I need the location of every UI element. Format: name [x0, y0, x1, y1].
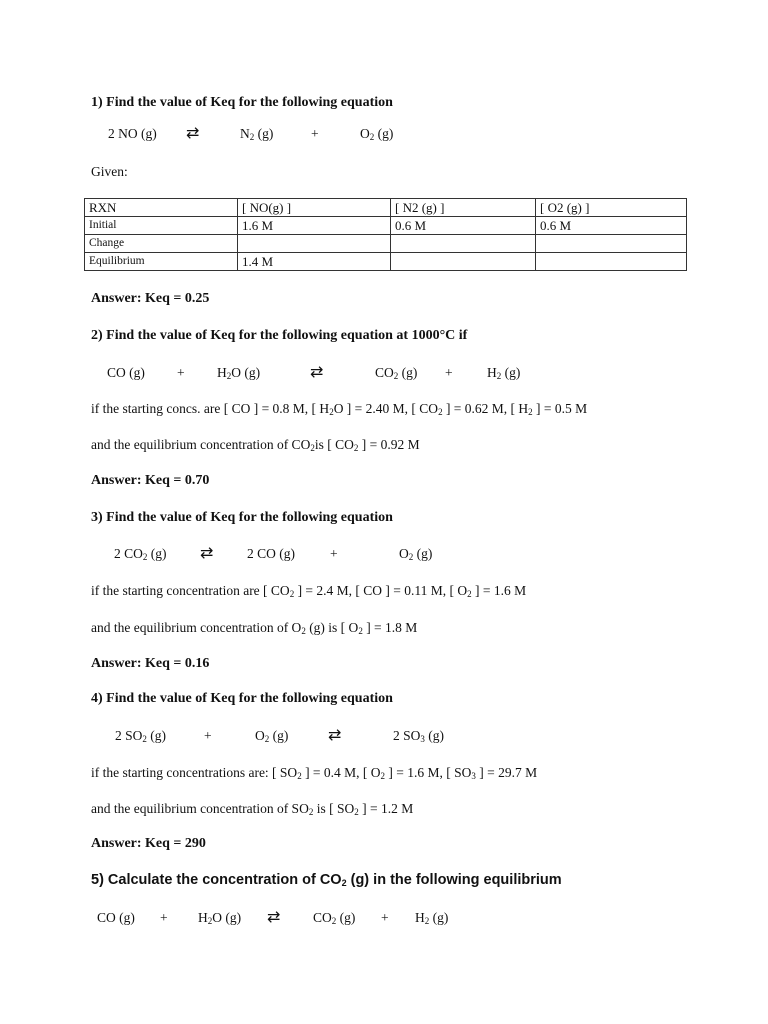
table-cell: 0.6 M — [536, 217, 687, 235]
q2-co: CO (g) — [107, 365, 145, 380]
equilibrium-arrow-icon: ⇄ — [328, 725, 341, 744]
q5-title: 5) Calculate the concentration of $CO_2$ (g) in the following equilibrium — [91, 872, 562, 888]
q5-co2: $CO_2$ (g) — [313, 910, 356, 926]
q3-2co2: 2 $CO_2$ (g) — [114, 546, 167, 562]
q2-start-concs: if the starting concs. are [ CO ] = 0.8 M, [ $H_2O$ ] = 2.40 M, [ $CO_2$ ] = 0.62 M, [ $H_2$ ] = 0.5 M — [91, 401, 588, 417]
q5-plus: + — [381, 910, 389, 925]
table-header-cell: [ NO(g) ] — [238, 199, 391, 217]
q1-given-label: Given: — [91, 164, 128, 179]
table-cell — [536, 235, 687, 253]
q1-title: 1) Find the value of Keq for the following equation — [91, 95, 393, 110]
q2-h2o: $H_2O$ (g) — [217, 365, 261, 381]
table-cell: Change — [85, 235, 238, 253]
q5-h2: $H_2$ (g) — [415, 910, 449, 926]
q4-answer: Answer: Keq = 290 — [91, 836, 206, 851]
table-cell: 1.4 M — [238, 253, 391, 271]
equilibrium-arrow-icon: ⇄ — [267, 907, 280, 926]
q4-start-concs: if the starting concentrations are: [ $SO_2$ ] = 0.4 M, [ $O_2$ ] = 1.6 M, [ $SO_3$ ] = 29.7 M — [91, 765, 538, 781]
q1-reactant: 2 NO (g) — [108, 126, 157, 141]
q2-plus: + — [445, 365, 453, 380]
q4-2so2: 2 $SO_2$ (g) — [115, 728, 167, 744]
q4-plus: + — [204, 728, 212, 743]
q3-title: 3) Find the value of Keq for the following equation — [91, 510, 393, 525]
table-cell: 0.6 M — [391, 217, 536, 235]
table-cell — [536, 253, 687, 271]
table-cell — [238, 235, 391, 253]
q2-title: 2) Find the value of Keq for the following equation at 1000°C if — [91, 328, 468, 343]
table-header-cell: [ N2 (g) ] — [391, 199, 536, 217]
table-cell — [391, 235, 536, 253]
q3-2co: 2 CO (g) — [247, 546, 295, 561]
q3-answer: Answer: Keq = 0.16 — [91, 656, 210, 671]
q2-co2: $CO_2$ (g) — [375, 365, 418, 381]
table-row — [85, 235, 687, 253]
q2-plus: + — [177, 365, 185, 380]
q4-equilibrium-conc: and the equilibrium concentration of $SO_2$ is [ $SO_2$ ] = 1.2 M — [91, 801, 414, 817]
q4-2so3: 2 $SO_3$ (g) — [393, 728, 445, 744]
q3-equilibrium-conc: and the equilibrium concentration of $O_2$ (g) is [ $O_2$ ] = 1.8 M — [91, 620, 418, 636]
q1-product-n2: $N_2$ (g) — [240, 126, 274, 142]
q2-answer: Answer: Keq = 0.70 — [91, 473, 210, 488]
table-cell: 1.6 M — [238, 217, 391, 235]
equilibrium-arrow-icon: ⇄ — [186, 123, 199, 142]
equilibrium-arrow-icon: ⇄ — [200, 543, 213, 562]
q3-start-concs: if the starting concentration are [ $CO_2$ ] = 2.4 M, [ CO ] = 0.11 M, [ $O_2$ ] = 1.6 M — [91, 583, 527, 599]
equilibrium-arrow-icon: ⇄ — [310, 362, 323, 381]
q2-equilibrium-conc: and the equilibrium concentration of $CO_2is$ [ $CO_2$ ] = 0.92 M — [91, 437, 420, 453]
table-cell: Equilibrium — [85, 253, 238, 271]
table-cell: Initial — [85, 217, 238, 235]
rxn-table — [84, 198, 687, 271]
table-row — [85, 217, 687, 235]
q3-plus: + — [330, 546, 338, 561]
q5-h2o: $H_2O$ (g) — [198, 910, 242, 926]
q2-h2: $H_2$ (g) — [487, 365, 521, 381]
table-header-cell: [ O2 (g) ] — [536, 199, 687, 217]
q1-product-o2: $O_2$ (g) — [360, 126, 394, 142]
q3-o2: $O_2$ (g) — [399, 546, 433, 562]
q1-plus: + — [311, 126, 319, 141]
table-cell — [391, 253, 536, 271]
q5-plus: + — [160, 910, 168, 925]
table-header-row — [85, 199, 687, 217]
q1-answer: Answer: Keq = 0.25 — [91, 291, 210, 306]
q5-co: CO (g) — [97, 910, 135, 925]
table-row — [85, 253, 687, 271]
q4-title: 4) Find the value of Keq for the following equation — [91, 691, 393, 706]
table-header-cell: RXN — [85, 199, 238, 217]
q4-o2: $O_2$ (g) — [255, 728, 289, 744]
